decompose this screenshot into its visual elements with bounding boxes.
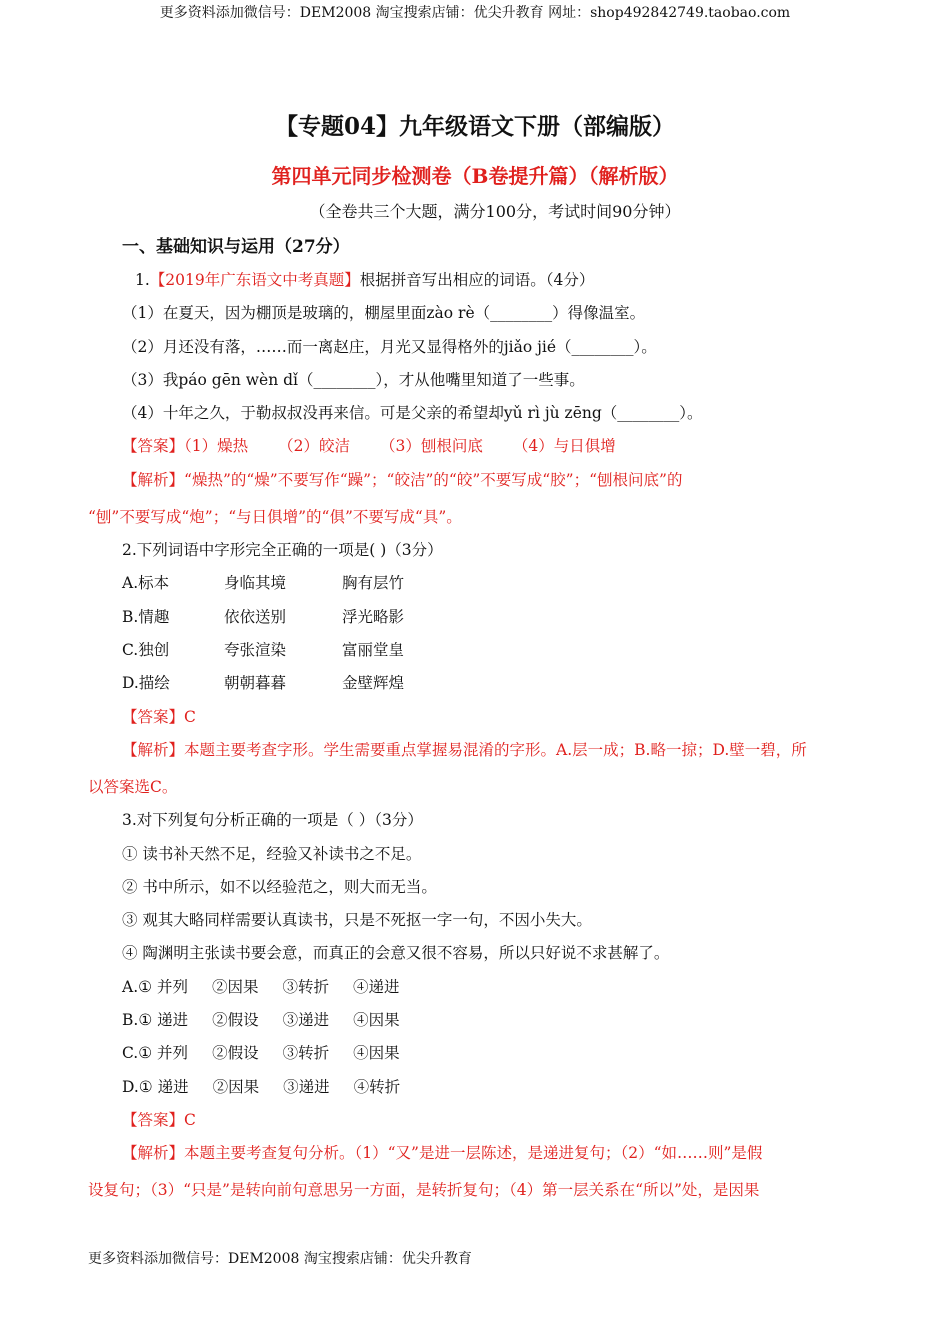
q1-item: （4）十年之久，于勒叔叔没再来信。可是父亲的希望却yǔ rì jù zēng（________）。 [122, 404, 703, 422]
option-cell: D.描绘 [122, 674, 170, 692]
q1-item: （2）月还没有落，……而一离赵庄，月光又显得格外的jiǎo jié（________）。 [122, 338, 657, 356]
answer-label: 【答案】 [122, 437, 185, 455]
q2-option [122, 672, 404, 694]
option-cell: 依依送别 [224, 608, 287, 626]
q2-analysis-cont: 以答案选C。 [88, 778, 178, 796]
question-2-stem: 2.下列词语中字形完全正确的一项是( )（3分） [122, 541, 443, 559]
answer-part: （4）与日俱增 [512, 437, 616, 455]
q2-option [122, 606, 404, 628]
q2-answer [122, 706, 196, 728]
analysis-label: 【解析】 [122, 741, 185, 759]
q3-analysis [122, 1142, 762, 1164]
option-cell: ②假设 [212, 1011, 259, 1029]
q1-analysis [122, 469, 682, 491]
option-cell: 身临其境 [224, 574, 287, 592]
option-cell: ④递进 [352, 978, 400, 996]
answer-label: 【答案】 [122, 708, 185, 726]
option-cell: D.① 递进 [122, 1078, 189, 1096]
option-cell: C.① 并列 [122, 1044, 189, 1062]
q3-option [122, 1042, 400, 1064]
answer-label: 【答案】 [122, 1111, 185, 1129]
answer-value: C [184, 708, 196, 726]
analysis-label: 【解析】 [122, 471, 185, 489]
source-tag: 【2019年广东语文中考真题】 [149, 271, 360, 289]
q3-sentence: ① 读书补天然不足，经验又补读书之不足。 [122, 845, 422, 863]
q1-answer [122, 435, 616, 457]
option-cell: ②因果 [211, 978, 259, 996]
document-title: 【专题04】九年级语文下册（部编版） [274, 113, 675, 140]
option-cell: 朝朝暮暮 [224, 674, 287, 692]
option-cell: 浮光略影 [342, 608, 405, 626]
section-heading: 一、基础知识与运用（27分） [122, 237, 350, 257]
question-3-stem: 3.对下列复句分析正确的一项是（ ）（3分） [122, 811, 423, 829]
analysis-label: 【解析】 [122, 1144, 185, 1162]
q2-option [122, 639, 404, 661]
option-cell: ②因果 [212, 1078, 260, 1096]
q3-sentence: ④ 陶渊明主张读书要会意，而真正的会意又很不容易，所以只好说不求甚解了。 [122, 944, 670, 962]
header-note: 更多资料添加微信号：DEM2008 淘宝搜索店铺：优尖升教育 网址：shop492842749.taobao.com [159, 5, 791, 21]
option-cell: 胸有层竹 [342, 574, 405, 592]
q1-analysis-cont: “刨”不要写成“炮”；“与日俱增”的“俱”不要写成“具”。 [88, 508, 462, 526]
option-cell: ④转折 [353, 1078, 401, 1096]
analysis-text: 本题主要考查复句分析。（1）“又”是进一层陈述，是递进复句；（2）“如……则”是假 [184, 1144, 763, 1162]
q1-item: （1）在夏天，因为棚顶是玻璃的，棚屋里面zào rè（________）得像温室。 [122, 304, 646, 322]
q3-option [122, 1076, 400, 1098]
option-cell: ④因果 [353, 1044, 400, 1062]
answer-part: （2）皎洁 [278, 437, 351, 455]
q3-sentence: ② 书中所示，如不以经验范之，则大而无当。 [122, 878, 437, 896]
option-cell: ④因果 [353, 1011, 400, 1029]
option-cell: 夸张渲染 [224, 641, 287, 659]
option-cell: ③递进 [282, 1011, 330, 1029]
option-cell: C.独创 [122, 641, 170, 659]
answer-part: （3）刨根问底 [380, 437, 483, 455]
option-cell: A.① 并列 [122, 978, 188, 996]
option-cell: 富丽堂皇 [342, 641, 405, 659]
option-cell: B.① 递进 [122, 1011, 189, 1029]
q3-option [122, 976, 400, 998]
footer-note: 更多资料添加微信号：DEM2008 淘宝搜索店铺：优尖升教育 [88, 1251, 472, 1267]
q2-option [122, 572, 404, 594]
option-cell: ②假设 [212, 1044, 259, 1062]
document-subtitle: 第四单元同步检测卷（B卷提升篇）（解析版） [271, 164, 679, 188]
question-1-stem [135, 269, 594, 291]
exam-note: （全卷共三个大题，满分100分，考试时间90分钟） [309, 202, 681, 221]
analysis-text: 本题主要考查字形。学生需要重点掌握易混淆的字形。A.层一成；B.略一掠；D.壁一碧，所 [184, 741, 807, 759]
question-text: 根据拼音写出相应的词语。（4分） [359, 271, 595, 289]
option-cell: ③转折 [282, 978, 329, 996]
option-cell: 金壁辉煌 [342, 674, 405, 692]
q3-answer [122, 1109, 196, 1131]
option-cell: A.标本 [122, 574, 170, 592]
q3-option [122, 1009, 400, 1031]
option-cell: B.情趣 [122, 608, 170, 626]
q2-analysis [122, 739, 807, 761]
q3-analysis-cont: 设复句；（3）“只是”是转向前句意思另一方面，是转折复句；（4）第一层关系在“所以”处，是因果 [88, 1181, 760, 1199]
question-number: 1. [135, 271, 150, 289]
q1-item: （3）我páo gēn wèn dǐ（________），才从他嘴里知道了一些事。 [122, 371, 585, 389]
option-cell: ③递进 [283, 1078, 330, 1096]
answer-part: （1）燥热 [184, 437, 249, 455]
q3-sentence: ③ 观其大略同样需要认真读书，只是不死抠一字一句，不因小失大。 [122, 911, 592, 929]
analysis-text: “燥热”的“燥”不要写作“躁”；“皎洁”的“皎”不要写成“胶”；“刨根问底”的 [184, 471, 683, 489]
answer-value: C [184, 1111, 196, 1129]
option-cell: ③转折 [282, 1044, 330, 1062]
